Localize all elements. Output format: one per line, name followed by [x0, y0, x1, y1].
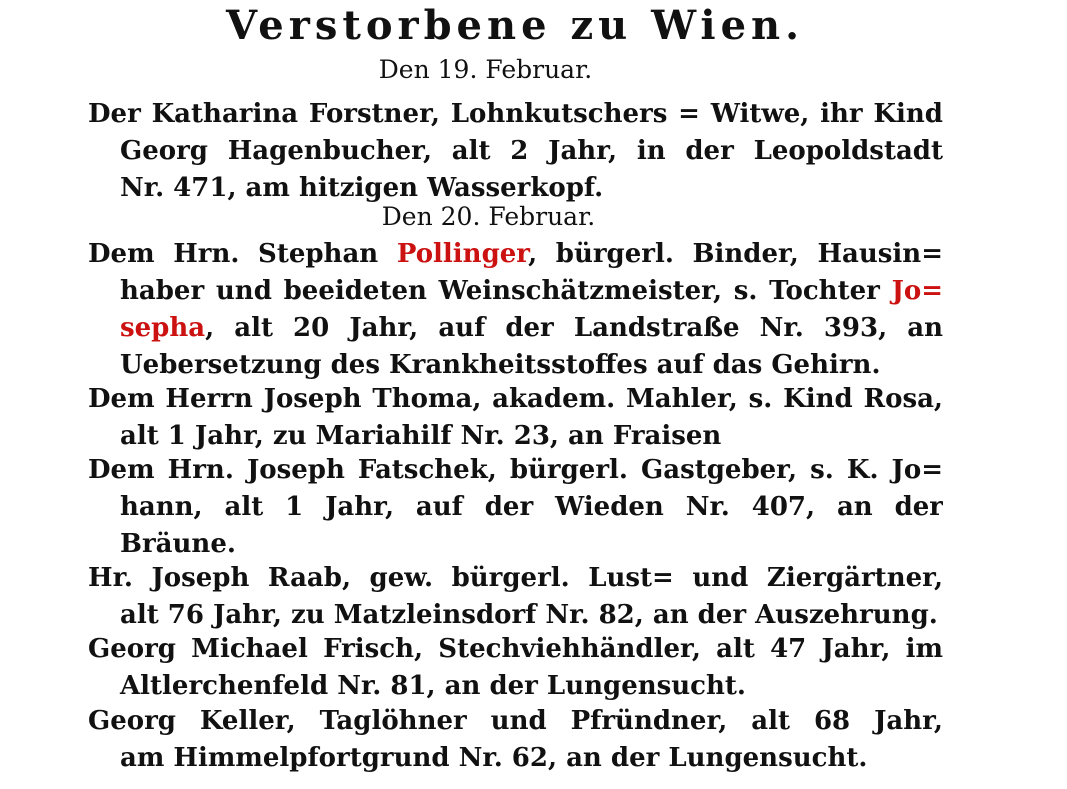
highlighted-given-name: sepha — [120, 313, 206, 343]
date-heading-20-february: Den 20. Februar. — [381, 202, 596, 231]
entry-line: Altlerchenfeld Nr. 81, an der Lungensucht. — [120, 671, 746, 701]
entry-line — [88, 236, 943, 273]
entry-line — [88, 310, 943, 347]
entry-text: haber und beeideten Weinschätzmeister, s. Tochter — [120, 276, 892, 306]
entry-line: Bräune. — [120, 529, 236, 559]
death-notice-entry — [88, 381, 943, 455]
entry-line: alt 1 Jahr, zu Mariahilf Nr. 23, an Fraisen — [120, 421, 722, 451]
entry-line: alt 76 Jahr, zu Matzleinsdorf Nr. 82, an der Auszehrung. — [120, 600, 938, 630]
entry-text: , alt 20 Jahr, auf der Landstraße Nr. 393, an — [205, 313, 943, 343]
entry-line: Nr. 471, am hitzigen Wasserkopf. — [120, 173, 604, 203]
entry-line: am Himmelpfortgrund Nr. 62, an der Lungensucht. — [120, 743, 868, 773]
entry-text: , bürgerl. Binder, Hausin= — [528, 239, 943, 269]
death-notice-entry — [88, 452, 943, 563]
death-notice-entry — [88, 703, 943, 777]
death-notice-entry — [88, 236, 943, 384]
entry-line: Der Katharina Forstner, Lohnkutschers = Witwe, ihr Kind — [88, 99, 943, 129]
entry-text: Dem Hrn. Stephan — [88, 239, 397, 269]
death-notice-entry — [88, 631, 943, 705]
entry-line: Georg Keller, Taglöhner und Pfründner, alt 68 Jahr, — [88, 706, 943, 736]
entry-line: hann, alt 1 Jahr, auf der Wieden Nr. 407, an der — [120, 492, 943, 522]
date-heading-19-february: Den 19. Februar. — [378, 55, 593, 84]
entry-line: Dem Hrn. Joseph Fatschek, bürgerl. Gastgeber, s. K. Jo= — [88, 455, 943, 485]
highlighted-surname: Pollinger — [396, 239, 529, 269]
entry-line: Uebersetzung des Krankheitsstoffes auf das Gehirn. — [120, 350, 881, 380]
entry-line: Georg Michael Frisch, Stechviehhändler, alt 47 Jahr, im — [88, 634, 943, 664]
page-title: Verstorbene zu Wien. — [225, 2, 805, 49]
death-notice-entry — [88, 96, 943, 207]
death-notice-entry — [88, 560, 943, 634]
entry-line: Hr. Joseph Raab, gew. bürgerl. Lust= und Ziergärtner, — [88, 563, 943, 593]
highlighted-given-name: Jo= — [891, 276, 943, 306]
entry-line: Dem Herrn Joseph Thoma, akadem. Mahler, s. Kind Rosa, — [88, 384, 943, 414]
entry-line: Georg Hagenbucher, alt 2 Jahr, in der Leopoldstadt — [120, 136, 943, 166]
entry-line — [88, 273, 943, 310]
